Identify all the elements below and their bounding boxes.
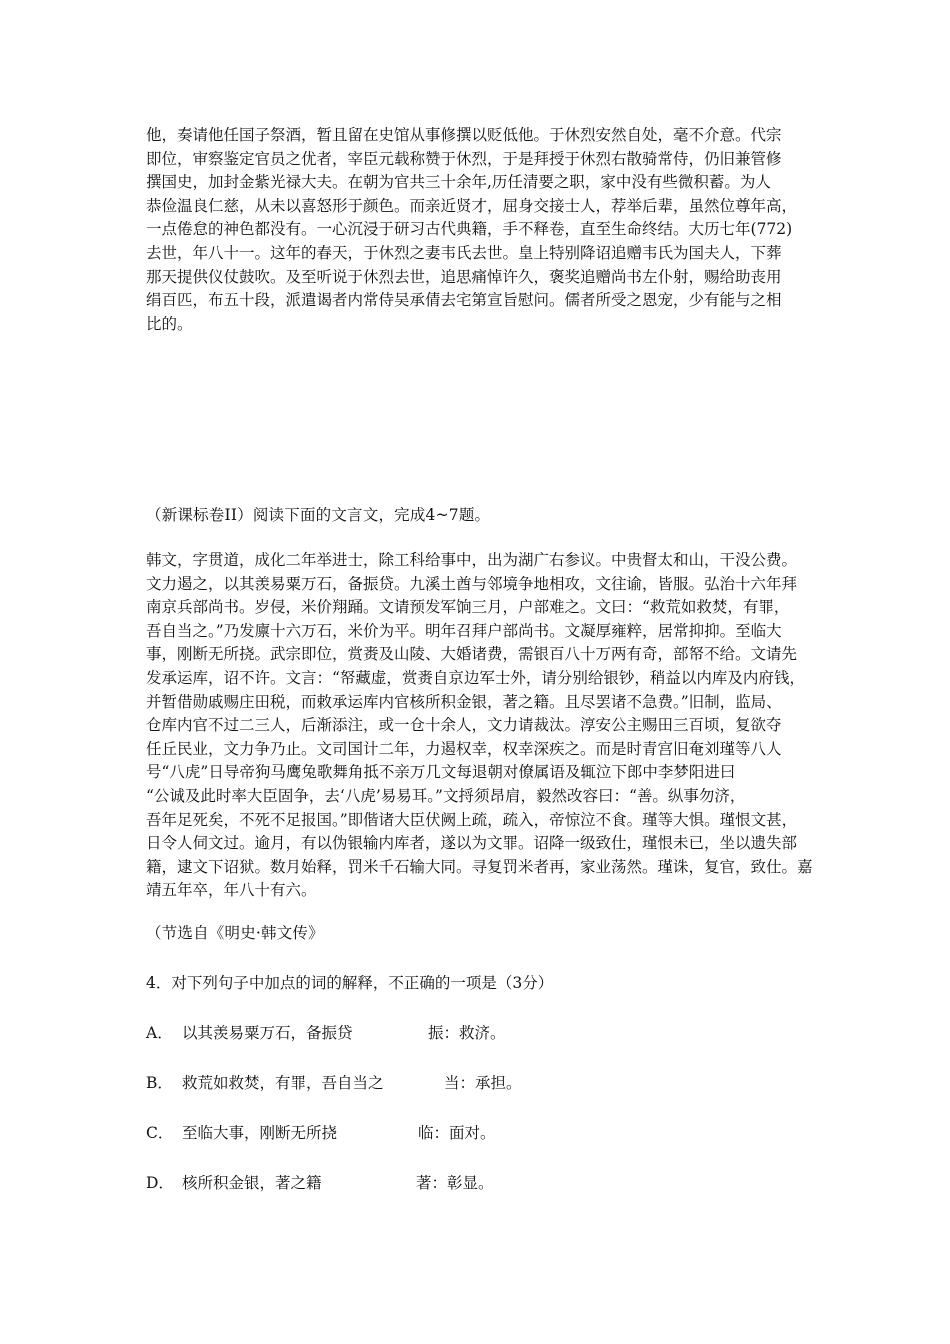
option-gloss: 振：救济。 [428,1024,506,1042]
text-line: 籍，逮文下诏狱。数月始释，罚米千石输大同。寻复罚米者再，家业荡然。瑾诛，复官，致仕。嘉 [146,857,813,876]
source-note: （节选自《明史·韩文传》 [146,924,324,942]
text-line: 韩文，字贯道，成化二年举进士，除工科给事中，出为湖广右参议。中贵督太和山，干没公费。 [146,551,798,569]
option-sentence: 核所积金银，著之籍 [182,1174,322,1192]
text-line: 南京兵部尚书。岁侵，米价翔踊。文请预发军饷三月，户部难之。文曰：“救荒如救焚，有罪， [146,598,790,617]
passage-classical-text [146,549,826,903]
option-letter: D． [146,1174,174,1192]
text-line: 文力遏之，以其羡易粟万石，备振贷。九溪土酋与邻境争地相攻，文往谕，皆服。弘治十六年拜 [146,574,798,593]
text-line: 一点倦怠的神色都没有。一心沉浸于研习古代典籍，手不释卷，直至生命终结。大历七年(772) [146,220,793,239]
text-line: 恭俭温良仁慈，从未以喜怒形于颜色。而亲近贤才，屈身交接士人，荐举后辈，虽然位尊年高， [146,196,798,215]
text-line: 发承运库，诏不许。文言：“帑藏虚，赏赉自京边军士外，请分别给银钞，稍益以内库及内府钱， [146,668,805,687]
text-line: 仓库内官不过二三人，后渐添注，或一仓十余人，文力请裁汰。淳安公主赐田三百顷，复欲夺 [146,716,782,735]
option-a [146,1022,506,1044]
text-line: 绢百匹，布五十段，派遣谒者内常侍吴承倩去宅第宣旨慰问。儒者所受之恩宠，少有能与之相 [146,291,782,310]
option-sentence: 以其羡易粟万石，备振贷 [182,1024,353,1042]
option-gloss: 著：彰显。 [416,1174,494,1192]
text-line: 撰国史，加封金紫光禄大夫。在朝为官共三十余年,历任清要之职，家中没有些微积蓄。为人 [146,173,771,192]
text-line: 他，奏请他任国子祭酒，暂且留在史馆从事修撰以贬低他。于休烈安然自处，毫不介意。代宗 [146,126,782,144]
option-letter: B． [146,1074,173,1092]
option-sentence: 救荒如救焚，有罪，吾自当之 [182,1074,384,1092]
option-gloss: 当：承担。 [444,1074,522,1092]
option-letter: C． [146,1124,174,1142]
text-line: 日令人伺文过。逾月，有以伪银输内库者，遂以为文罪。诏降一级致仕，瑾恨未已，坐以遗失部 [146,834,798,853]
text-line: 靖五年卒，年八十有六。 [146,881,317,900]
text-line: 去世，年八十一。这年的春天，于休烈之妻韦氏去世。皇上特别降诏追赠韦氏为国夫人，下葬 [146,243,782,262]
exam-intro: （新课标卷II）阅读下面的文言文，完成4~7题。 [146,506,491,524]
text-line: 比的。 [146,314,193,333]
option-letter: A． [146,1024,173,1042]
passage-translation [146,124,826,336]
option-sentence: 至临大事，刚断无所挠 [182,1124,338,1142]
option-c [146,1122,496,1144]
text-line: 即位，审察鉴定官员之优者，宰臣元载称赞于休烈，于是拜授于休烈右散骑常侍，仍旧兼管修 [146,149,782,168]
text-line: 吾年足死矣，不死不足报国。”即偕诸大臣伏阙上疏，疏入，帝惊泣不食。瑾等大惧。瑾恨文甚， [146,810,798,829]
text-line: 并暂借勋戚赐庄田税，而敕承运库内官核所积金银，著之籍。且尽罢诸不急费。”旧制，监局、 [146,692,782,711]
text-line: 号“八虎”日导帝狗马鹰兔歌舞角抵不亲万几文每退朝对僚属语及辄泣下郎中李梦阳进曰 [146,763,736,782]
option-gloss: 临：面对。 [418,1124,496,1142]
text-line: 任丘民业，文力争乃止。文司国计二年，力遏权幸，权幸深疾之。而是时青宫旧奄刘瑾等八人 [146,739,782,758]
text-line: 事，刚断无所挠。武宗即位，赏赉及山陵、大婚诸费，需银百八十万两有奇，部帑不给。文请先 [146,645,798,664]
text-line: “公诚及此时率大臣固争，去‘八虎’易易耳。”文捋须昂肩，毅然改容曰：“善。纵事勿济， [146,786,746,805]
text-line: 那天提供仪仗鼓吹。及至听说于休烈去世，追思痛悼许久，褒奖追赠尚书左仆射，赐给助丧用 [146,267,782,286]
question-title: 4．对下列句子中加点的词的解释，不正确的一项是（3分） [146,974,554,992]
option-d [146,1172,494,1194]
option-b [146,1072,522,1094]
text-line: 吾自当之。”乃发廪十六万石，米价为平。明年召拜户部尚书。文凝厚雍粹，居常抑抑。至临大 [146,621,782,640]
